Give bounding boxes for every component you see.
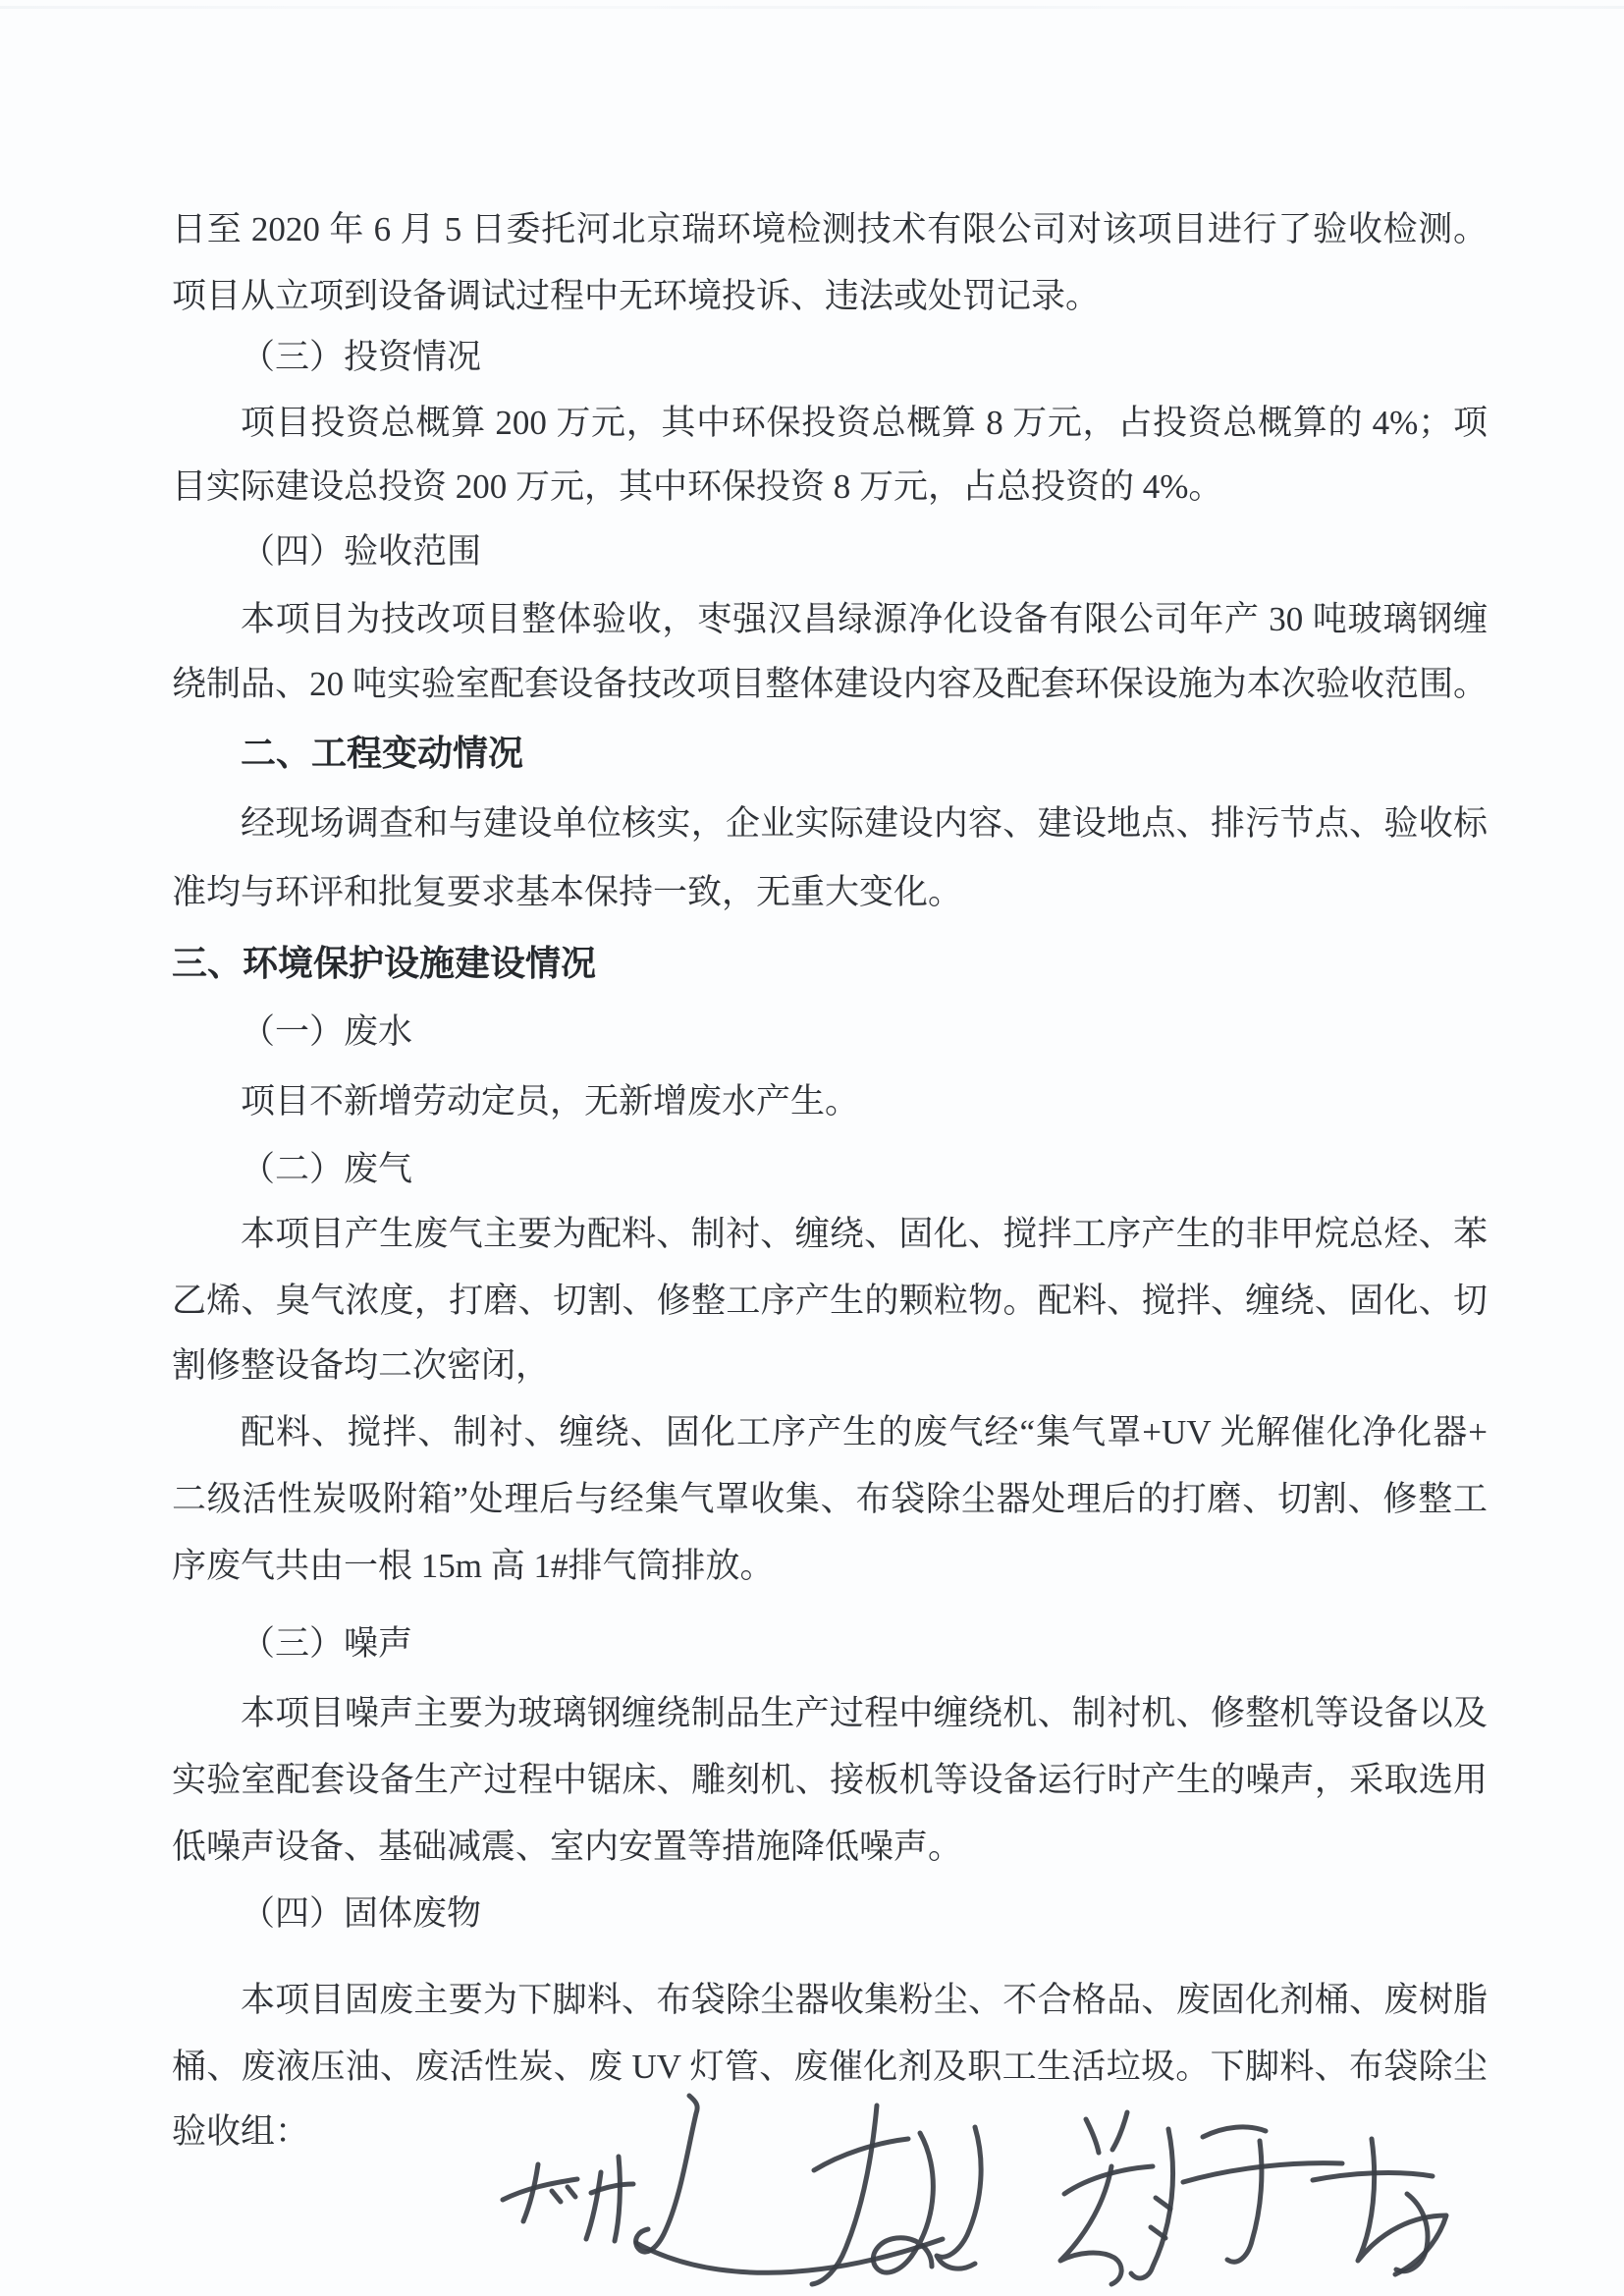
subsection-heading: （四）验收范围 [241,532,482,571]
paragraph-line: 项目不新增劳动定员，无新增废水产生。 [241,1082,860,1121]
paragraph-line: 本项目固废主要为下脚料、布袋除尘器收集粉尘、不合格品、废固化剂桶、废树脂 [241,1981,1488,2019]
subsection-heading: （二）废气 [241,1150,413,1188]
subsection-heading: （三）投资情况 [241,338,482,376]
paragraph-line: 目实际建设总投资 200 万元，其中环保投资 8 万元，占总投资的 4%。 [172,467,1223,506]
paragraph-line: 本项目噪声主要为玻璃钢缠绕制品生产过程中缠绕机、制衬机、修整机等设备以及 [241,1694,1488,1732]
paragraph-line: 桶、废液压油、废活性炭、废 UV 灯管、废催化剂及职工生活垃圾。下脚料、布袋除尘 [172,2048,1488,2086]
section-heading: 三、环境保护设施建设情况 [172,943,597,983]
paragraph-line: 割修整设备均二次密闭， [172,1346,551,1385]
paragraph-line: 乙烯、臭气浓度，打磨、切割、修整工序产生的颗粒物。配料、搅拌、缠绕、固化、切 [172,1282,1488,1320]
paragraph-line: 绕制品、20 吨实验室配套设备技改项目整体建设内容及配套环保设施为本次验收范围。 [172,665,1488,703]
subsection-heading: （一）废水 [241,1012,413,1051]
paragraph-line: 低噪声设备、基础减震、室内安置等措施降低噪声。 [172,1828,963,1866]
paragraph-line: 本项目为技改项目整体验收，枣强汉昌绿源净化设备有限公司年产 30 吨玻璃钢缠 [241,600,1488,638]
paragraph-line: 配料、搅拌、制衬、缠绕、固化工序产生的废气经“集气罩+UV 光解催化净化器+ [241,1413,1488,1451]
paragraph-line: 实验室配套设备生产过程中锯床、雕刻机、接板机等设备运行时产生的噪声，采取选用 [172,1761,1488,1799]
paragraph-line: 二级活性炭吸附箱”处理后与经集气罩收集、布袋除尘器处理后的打磨、切割、修整工 [172,1480,1488,1518]
paragraph-line: 准均与环评和批复要求基本保持一致，无重大变化。 [172,873,963,911]
paragraph-line: 经现场调查和与建设单位核实，企业实际建设内容、建设地点、排污节点、验收标 [241,804,1488,843]
subsection-heading: （四）固体废物 [241,1894,482,1933]
subsection-heading: （三）噪声 [241,1624,413,1663]
paragraph-line: 本项目产生废气主要为配料、制衬、缠绕、固化、搅拌工序产生的非甲烷总烃、苯 [241,1215,1488,1253]
paragraph-line: 序废气共由一根 15m 高 1#排气筒排放。 [172,1547,775,1585]
signature-area-label: 验收组： [172,2112,310,2151]
paragraph-line: 项目投资总概算 200 万元，其中环保投资总概算 8 万元，占投资总概算的 4%；项 [241,404,1488,442]
paragraph-line: 项目从立项到设备调试过程中无环境投诉、违法或处罚记录。 [172,277,1101,315]
paragraph-line: 日至 2020 年 6 月 5 日委托河北京瑞环境检测技术有限公司对该项目进行了验收检测。 [172,210,1488,248]
section-heading: 二、工程变动情况 [241,733,524,773]
